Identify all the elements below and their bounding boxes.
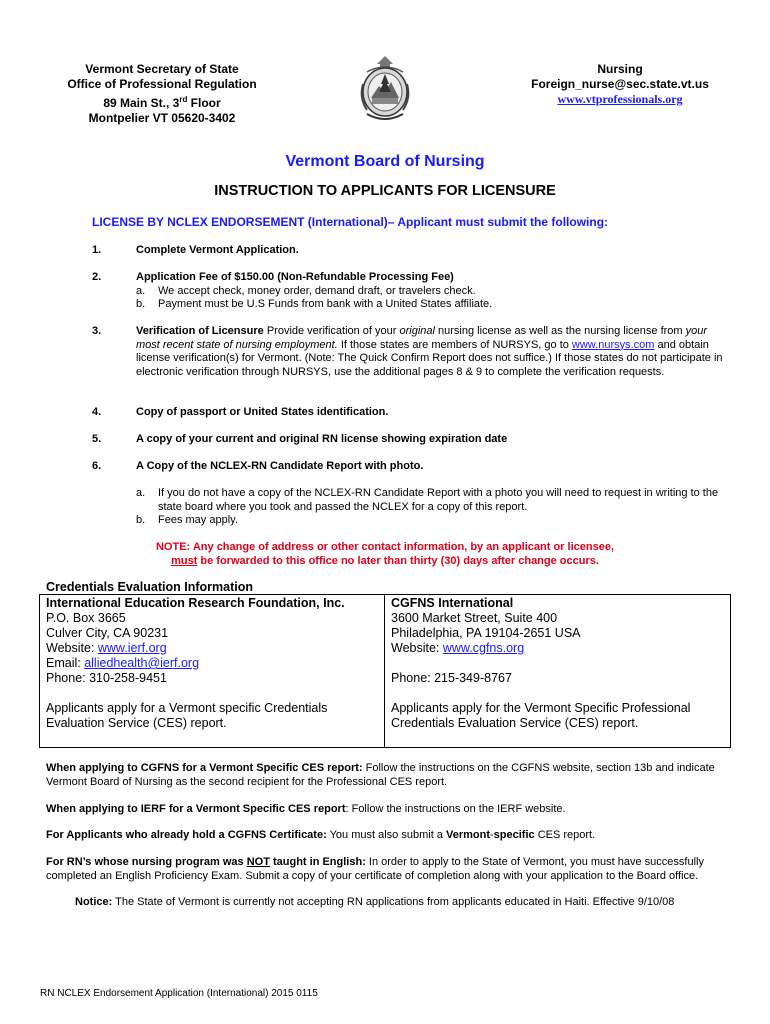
office-division-line: Office of Professional Regulation [67,77,257,91]
board-contact-title: Nursing [597,62,643,76]
sub-item-text: If you do not have a copy of the NCLEX-RN Candidate Report with a photo you will need to request in writing to the state board where you took and passed the NCLEX for a copy of this report. [158,487,719,513]
cgfns-website: Website: www.cgfns.org [391,641,525,655]
sub-item-marker: b. [136,514,146,526]
sub-item-marker: a. [136,285,146,297]
board-email[interactable]: Foreign_nurse@sec.state.vt.us [531,77,709,91]
item-number: 3. [92,325,102,337]
board-title: Vermont Board of Nursing [285,153,485,170]
sub-item-text: We accept check, money order, demand draft, or travelers check. [158,285,476,297]
item-number: 5. [92,433,102,445]
sub-item-marker: b. [136,298,146,310]
change-of-address-note: NOTE: Any change of address or other contact information, by an applicant or licensee, must be forwarded to this office no later than thirty (30) days after change occurs. [155,541,614,567]
item-number: 1. [92,244,102,256]
office-name-line: Vermont Secretary of State [85,62,239,76]
office-street-line: 89 Main St., 3rd Floor [103,95,221,110]
ierf-cell [46,596,382,731]
item-text: A copy of your current and original RN license showing expiration date [136,433,508,445]
cgfns-website-link[interactable]: www.cgfns.org [442,641,525,655]
vermont-seal-logo [357,54,413,124]
office-address [48,62,276,126]
sub-item-text: Payment must be U.S Funds from bank with a United States affiliate. [158,298,493,310]
board-website-link[interactable]: www.vtprofessionals.org [557,92,683,106]
item-text: A Copy of the NCLEX-RN Candidate Report with photo. [136,460,424,472]
cgfns-phone: Phone: 215-349-8767 [391,671,512,685]
ierf-email-link[interactable]: alliedhealth@ierf.org [84,656,200,670]
ierf-email: Email: alliedhealth@ierf.org [46,656,200,670]
ierf-name: International Education Research Foundation, Inc. [46,596,345,610]
item-number: 2. [92,271,102,283]
ierf-website: Website: www.ierf.org [46,641,167,655]
cgfns-instructions: When applying to CGFNS for a Vermont Specific CES report: Follow the instructions on the CGFNS website, section 13b and indicate Vermont Board of Nursing as the second recipient for the Professional CES report. [46,762,715,788]
item-text: Copy of passport or United States identification. [136,406,389,418]
table-divider [384,595,385,747]
page-footer: RN NCLEX Endorsement Application (International) 2015 0115 [40,988,318,999]
nursys-link[interactable]: www.nursys.com [571,338,655,351]
ierf-apply-text: Applicants apply for a Vermont specific Credentials Evaluation Service (CES) report. [46,701,328,730]
cgfns-city: Philadelphia, PA 19104-2651 USA [391,626,581,640]
item-text: Complete Vermont Application. [136,244,299,256]
board-contact [500,62,740,107]
item-number: 6. [92,460,102,472]
english-proficiency-instructions: For RN’s whose nursing program was NOT taught in English: In order to apply to the State of Vermont, you must have successfully completed an English Proficiency Exam. Submit a copy of your certificate of completion along with your application to the Board office. [46,856,704,882]
cgfns-name: CGFNS International [391,596,514,610]
cgfns-cell [391,596,725,731]
section-heading: LICENSE BY NCLEX ENDORSEMENT (International)– Applicant must submit the following: [92,215,609,229]
office-city-line: Montpelier VT 05620-3402 [88,111,236,125]
certificate-holders-instructions: For Applicants who already hold a CGFNS Certificate: You must also submit a Vermont-specific CES report. [46,829,596,841]
page-title: INSTRUCTION TO APPLICANTS FOR LICENSURE [214,183,556,199]
sub-item-text: Fees may apply. [158,514,238,526]
sub-item-marker: a. [136,487,146,499]
item-text: Application Fee of $150.00 (Non-Refundable Processing Fee) [136,271,454,283]
ierf-website-link[interactable]: www.ierf.org [97,641,167,655]
ierf-phone: Phone: 310-258-9451 [46,671,167,685]
haiti-notice: Notice: The State of Vermont is currently not accepting RN applications from applicants educated in Haiti. Effective 9/10/08 [75,896,675,908]
cgfns-apply-text: Applicants apply for the Vermont Specific Professional Credentials Evaluation Service (CES) report. [391,701,691,730]
item-number: 4. [92,406,102,418]
ierf-instructions: When applying to IERF for a Vermont Specific CES report: Follow the instructions on the IERF website. [46,803,566,815]
ierf-city: Culver City, CA 90231 [46,626,169,640]
item-text: Verification of Licensure Provide verification of your original nursing license as well as the nursing license from your most recent state of nursing employment. If those states are members of NURSYS, go to www.nursys.com and obtain license verification(s) for Vermont. (Note: The Quick Confirm Report does not suffice.) If those states do not participate in electronic verification through NURSYS, use the additional pages 8 & 9 to complete the verification requests. [136,325,723,378]
credentials-heading: Credentials Evaluation Information [46,580,253,594]
ierf-box: P.O. Box 3665 [46,611,126,625]
cgfns-street: 3600 Market Street, Suite 400 [391,611,558,625]
